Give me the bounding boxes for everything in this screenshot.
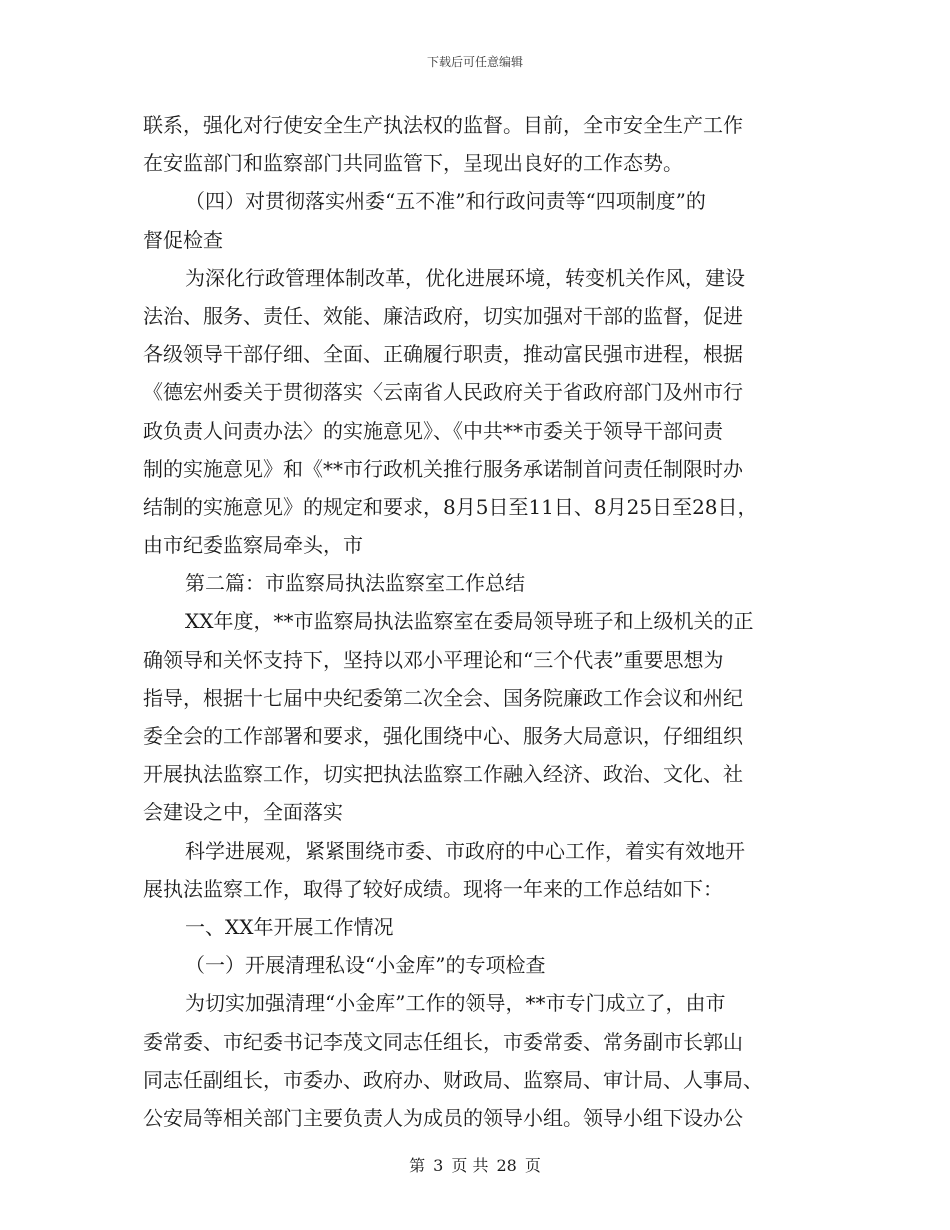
body-line: 公安局等相关部门主要负责人为成员的领导小组。领导小组下设办公 [143, 1105, 743, 1130]
body-line: 会建设之中，全面落实 [143, 800, 343, 825]
page-header-note: 下载后可任意编辑 [426, 55, 523, 69]
body-line: 同志任副组长，市委办、政府办、财政局、监察局、审计局、人事局、 [143, 1067, 763, 1092]
body-line: 《德宏州委关于贯彻落实〈云南省人民政府关于省政府部门及州市行 [143, 380, 743, 405]
subsection-heading: （一）开展清理私设“小金库”的专项检查 [185, 953, 546, 978]
body-line: 由市纪委监察局牵头，市 [143, 533, 363, 558]
section-heading: （四）对贯彻落实州委“五不准”和行政问责等“四项制度”的 [185, 189, 706, 214]
body-line: 联系，强化对行使安全生产执法权的监督。目前，全市安全生产工作 [143, 113, 743, 137]
body-line: 开展执法监察工作，切实把执法监察工作融入经济、政治、文化、社 [143, 762, 743, 787]
body-line: 制的实施意见》和《**市行政机关推行服务承诺制首问责任制限时办 [143, 456, 743, 481]
body-line: 指导，根据十七届中央纪委第二次全会、国务院廉政工作会议和州纪 [143, 685, 743, 710]
section-heading: 一、XX年开展工作情况 [185, 914, 394, 939]
body-line: 委全会的工作部署和要求，强化围绕中心、服务大局意识，仔细组织 [143, 724, 743, 748]
page-footer [0, 1156, 950, 1176]
body-line: 各级领导干部仔细、全面、正确履行职责，推动富民强市进程，根据 [143, 342, 743, 367]
body-line: 展执法监察工作，取得了较好成绩。现将一年来的工作总结如下： [143, 876, 723, 901]
body-line: 为切实加强清理“小金库”工作的领导，**市专门成立了，由市 [185, 991, 726, 1016]
section-heading-cont: 督促检查 [143, 227, 223, 252]
body-line: 科学进展观，紧紧围绕市委、市政府的中心工作，着实有效地开 [185, 838, 745, 863]
body-line: 法治、服务、责任、效能、廉洁政府，切实加强对干部的监督，促进 [143, 303, 743, 328]
body-line: 确领导和关怀支持下，坚持以邓小平理论和“三个代表”重要思想为 [143, 647, 724, 672]
body-line: 政负责人问责办法〉的实施意见》、《中共**市委关于领导干部问责 [143, 418, 723, 443]
body-line: 结制的实施意见》的规定和要求，8月5日至11日、8月25日至28日， [143, 494, 758, 519]
footer-prefix: 第 [409, 1156, 426, 1175]
footer-total-pages: 28 [496, 1156, 517, 1175]
document-body [143, 106, 813, 1137]
body-line: 为深化行政管理体制改革，优化进展环境，转变机关作风，建设 [185, 265, 745, 290]
body-line: 委常委、市纪委书记李茂文同志任组长，市委常委、常务副市长郭山 [143, 1029, 743, 1054]
body-line: XX年度，**市监察局执法监察室在委局领导班子和上级机关的正 [185, 609, 754, 634]
chapter-title: 第二篇：市监察局执法监察室工作总结 [185, 571, 525, 596]
footer-page-number: 3 [433, 1156, 444, 1175]
footer-suffix: 页 [524, 1156, 541, 1175]
footer-middle: 页 共 [451, 1156, 489, 1175]
body-line: 在安监部门和监察部门共同监管下，呈现出良好的工作态势。 [143, 151, 683, 176]
